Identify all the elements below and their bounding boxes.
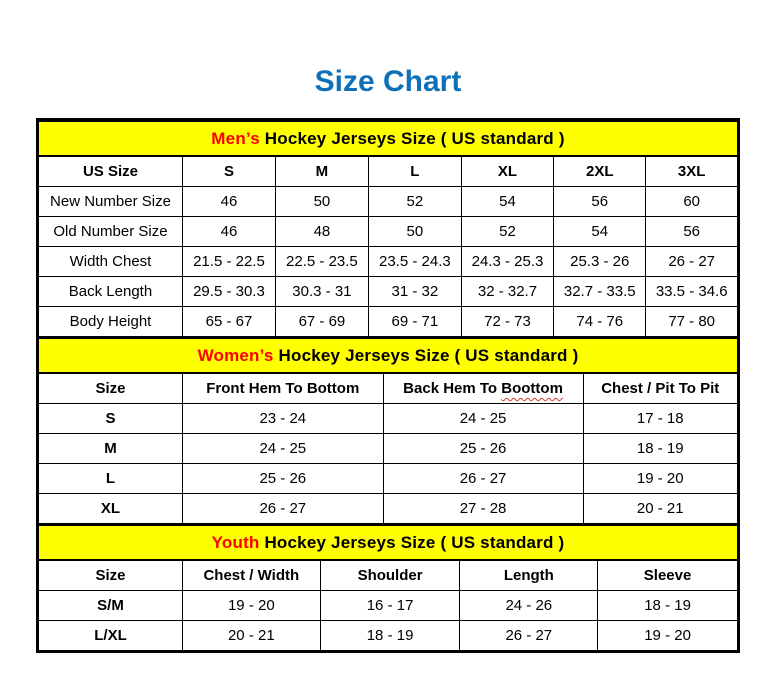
size-value: 46 (182, 217, 275, 247)
column-header: M (275, 156, 368, 187)
mens-banner-text: Hockey Jerseys Size ( US standard ) (259, 128, 565, 148)
size-value: 54 (461, 187, 553, 217)
size-value: 77 - 80 (646, 307, 738, 337)
mens-banner-row (39, 121, 738, 156)
size-value: 26 - 27 (383, 464, 583, 494)
row-label: Width Chest (39, 247, 183, 277)
column-header: Back Hem To Boottom (383, 373, 583, 404)
size-value: 33.5 - 34.6 (646, 277, 738, 307)
size-value: 26 - 27 (460, 621, 598, 651)
size-value: 26 - 27 (646, 247, 738, 277)
size-value: 65 - 67 (182, 307, 275, 337)
size-row (39, 217, 738, 247)
size-value: 23 - 24 (182, 404, 383, 434)
size-value: 60 (646, 187, 738, 217)
womens-header-row (39, 373, 738, 404)
row-label: XL (39, 494, 183, 524)
size-row (39, 404, 738, 434)
size-value: 25.3 - 26 (554, 247, 646, 277)
size-row (39, 434, 738, 464)
size-value: 50 (368, 217, 461, 247)
column-header: XL (461, 156, 553, 187)
size-value: 31 - 32 (368, 277, 461, 307)
size-value: 24.3 - 25.3 (461, 247, 553, 277)
size-value: 52 (368, 187, 461, 217)
size-value: 24 - 26 (460, 591, 598, 621)
size-value: 30.3 - 31 (275, 277, 368, 307)
youth-banner-row (39, 525, 738, 560)
size-row (39, 591, 738, 621)
size-value: 54 (554, 217, 646, 247)
size-value: 72 - 73 (461, 307, 553, 337)
youth-banner-text: Hockey Jerseys Size ( US standard ) (259, 532, 565, 552)
size-value: 23.5 - 24.3 (368, 247, 461, 277)
column-header: Length (460, 560, 598, 591)
column-header: Front Hem To Bottom (182, 373, 383, 404)
size-value: 25 - 26 (383, 434, 583, 464)
size-value: 67 - 69 (275, 307, 368, 337)
size-row (39, 494, 738, 524)
size-value: 19 - 20 (182, 591, 320, 621)
column-header: Size (39, 560, 183, 591)
mens-banner-highlight: Men’s (211, 128, 260, 148)
column-header: Sleeve (598, 560, 738, 591)
size-value: 74 - 76 (554, 307, 646, 337)
column-header: 3XL (646, 156, 738, 187)
size-value: 46 (182, 187, 275, 217)
size-value: 22.5 - 23.5 (275, 247, 368, 277)
column-header: Shoulder (320, 560, 460, 591)
size-value: 20 - 21 (182, 621, 320, 651)
row-label: Back Length (39, 277, 183, 307)
size-value: 17 - 18 (583, 404, 738, 434)
youth-banner (39, 525, 738, 560)
row-label: New Number Size (39, 187, 183, 217)
row-label: S (39, 404, 183, 434)
size-value: 16 - 17 (320, 591, 460, 621)
womens-size-table (38, 337, 738, 524)
mens-banner (39, 121, 738, 156)
size-row (39, 277, 738, 307)
size-value: 32 - 32.7 (461, 277, 553, 307)
row-label: S/M (39, 591, 183, 621)
size-value: 18 - 19 (598, 591, 738, 621)
womens-banner-row (39, 338, 738, 373)
size-row (39, 464, 738, 494)
size-value: 48 (275, 217, 368, 247)
row-label: L (39, 464, 183, 494)
size-row (39, 307, 738, 337)
size-value: 56 (554, 187, 646, 217)
row-label: Body Height (39, 307, 183, 337)
misspelled-word: Boottom (501, 380, 563, 397)
column-header: 2XL (554, 156, 646, 187)
size-value: 19 - 20 (598, 621, 738, 651)
womens-banner-text: Hockey Jerseys Size ( US standard ) (273, 345, 579, 365)
row-label: L/XL (39, 621, 183, 651)
size-chart-page (0, 64, 776, 692)
size-value: 52 (461, 217, 553, 247)
size-value: 32.7 - 33.5 (554, 277, 646, 307)
mens-size-table (38, 120, 738, 337)
size-value: 26 - 27 (182, 494, 383, 524)
size-value: 20 - 21 (583, 494, 738, 524)
size-value: 24 - 25 (182, 434, 383, 464)
mens-header-row (39, 156, 738, 187)
size-value: 56 (646, 217, 738, 247)
column-header: S (182, 156, 275, 187)
size-value: 18 - 19 (320, 621, 460, 651)
size-value: 50 (275, 187, 368, 217)
size-value: 25 - 26 (182, 464, 383, 494)
size-row (39, 247, 738, 277)
column-header: Chest / Width (182, 560, 320, 591)
size-value: 27 - 28 (383, 494, 583, 524)
size-value: 29.5 - 30.3 (182, 277, 275, 307)
womens-banner-highlight: Women’s (197, 345, 274, 365)
column-header: US Size (39, 156, 183, 187)
column-header: Size (39, 373, 183, 404)
youth-header-row (39, 560, 738, 591)
size-row (39, 621, 738, 651)
size-value: 18 - 19 (583, 434, 738, 464)
size-row (39, 187, 738, 217)
size-value: 21.5 - 22.5 (182, 247, 275, 277)
size-value: 19 - 20 (583, 464, 738, 494)
page-title: Size Chart (314, 65, 462, 98)
row-label: Old Number Size (39, 217, 183, 247)
size-value: 24 - 25 (383, 404, 583, 434)
youth-size-table (38, 524, 738, 651)
youth-banner-highlight: Youth (211, 532, 260, 552)
womens-banner (39, 338, 738, 373)
row-label: M (39, 434, 183, 464)
size-tables (36, 118, 740, 653)
column-header: Chest / Pit To Pit (583, 373, 738, 404)
size-value: 69 - 71 (368, 307, 461, 337)
column-header: L (368, 156, 461, 187)
